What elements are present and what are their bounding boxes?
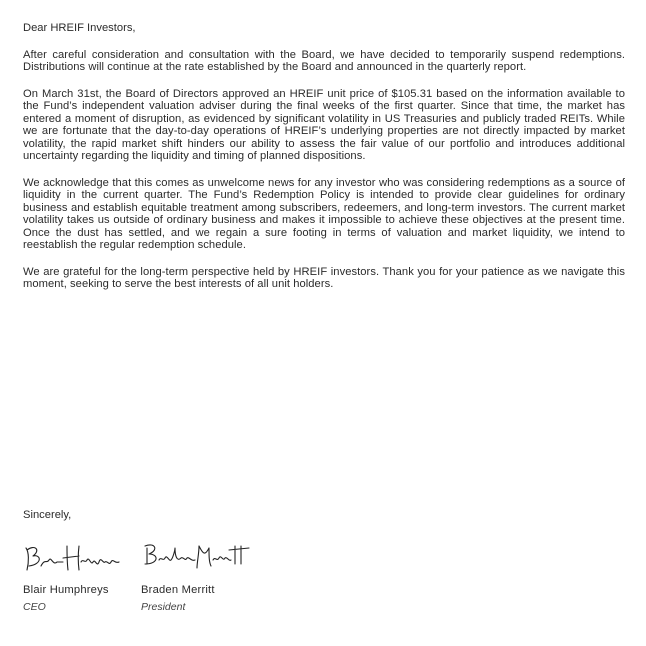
signer-title: President [141,601,186,613]
signature-block-ceo [23,540,133,613]
signer-title: CEO [23,601,46,613]
signature-icon [23,540,123,576]
salutation: Dear HREIF Investors, [23,22,136,34]
signature-block-president [141,540,261,613]
signature-icon [141,540,253,576]
paragraph-gratitude: We are grateful for the long-term perspective held by HREIF investors. Thank you for your patience as we navigate this moment, seeking to serve the best interests of all unit holders. [23,265,625,290]
signer-name: Braden Merritt [141,584,215,596]
closing: Sincerely, [23,509,72,521]
signer-name: Blair Humphreys [23,584,109,596]
paragraph-unit-price: On March 31st, the Board of Directors approved an HREIF unit price of $105.31 based on the information available to the Fund’s independent valuation adviser during the final weeks of the first quarter. Since that time, the market has entered a moment of disruption, as evidenced by significant volatility in US Treasuries and publicly traded REITs. While we are fortunate that the day-to-day operations of HREIF’s underlying properties are not directly impacted by market volatility, the rapid market shift hinders our ability to assess the fair value of our portfolio and introduces additional uncertainty regarding the liquidity and timing of planned dispositions. [23,87,625,162]
letter-body [23,22,625,305]
paragraph-suspension: After careful consideration and consultation with the Board, we have decided to temporarily suspend redemptions. Distributions will continue at the rate established by the Board and announced in the quarterly report. [23,48,625,73]
paragraph-redemption-policy: We acknowledge that this comes as unwelcome news for any investor who was considering redemptions as a source of liquidity in the current quarter. The Fund’s Redemption Policy is intended to provide clear guidelines for ordinary business and establish equitable treatment among subscribers, redeemers, and long-term investors. The current market volatility takes us outside of ordinary business and makes it impossible to achieve these objectives at the present time. Once the dust has settled, and we regain a sure footing in terms of valuation and market liquidity, we intend to reestablish the regular redemption schedule. [23,176,625,251]
